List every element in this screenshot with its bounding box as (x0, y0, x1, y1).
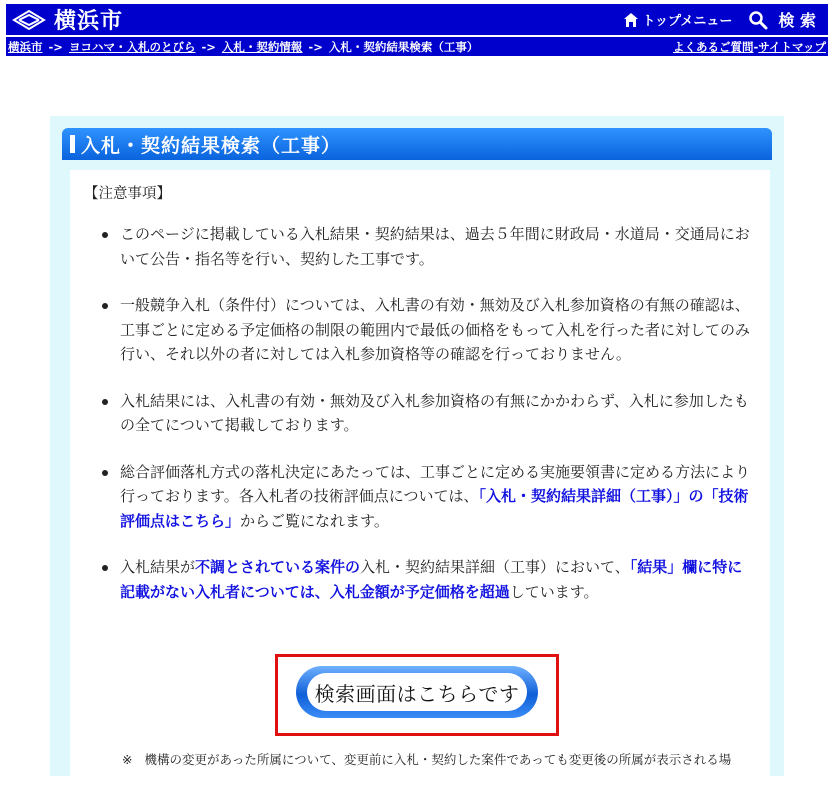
footnote-mark: ※ (122, 752, 133, 767)
top-header-bar (6, 4, 828, 35)
notice-item (70, 222, 760, 271)
breadcrumb-bar (6, 37, 828, 56)
top-menu-link[interactable] (623, 10, 732, 29)
notice-text: このページに掲載している入札結果・契約結果は、過去５年間に財政局・水道局・交通局において公告・指名等を行い、契約した工事です。 (120, 225, 750, 268)
emphasis-text: 「結果」欄に特に記載がない入札者については、入札金額が予定価格を超過 (120, 558, 743, 601)
breadcrumb-separator: -> (308, 39, 323, 54)
breadcrumb-separator: -> (201, 39, 216, 54)
search-icon (748, 10, 768, 30)
site-name: 横浜市 (54, 9, 124, 34)
main-panel (50, 116, 784, 776)
breadcrumb-item-yokohama[interactable]: 横浜市 (8, 39, 43, 54)
title-accent-bar (70, 135, 75, 153)
page-title: 入札・契約結果検索（工事） (81, 134, 342, 157)
search-screen-button[interactable] (296, 666, 538, 718)
notice-item (70, 389, 760, 438)
search-screen-button-label: 検索画面はこちらです (307, 673, 527, 711)
sitemap-link[interactable]: サイトマップ (758, 39, 826, 54)
content-area (70, 170, 770, 790)
notice-text: 入札結果には、入札書の有効・無効及び入札参加資格の有無にかかわらず、入札に参加したもの全てについて掲載しております。 (120, 391, 749, 434)
emphasis-text: 「入札・契約結果詳細（工事）」の「技術評価点はこちら」 (120, 487, 749, 530)
notice-text: 総合評価落札方式の落札決定にあたっては、工事ごとに定める実施要領書に定める方法により行っております。各入札者の技術評価点については、 (120, 462, 751, 505)
link-separator: - (753, 39, 759, 54)
breadcrumb (6, 39, 478, 55)
search-button-frame (275, 654, 559, 736)
site-logo[interactable] (6, 4, 123, 35)
panel-title-bar (62, 128, 772, 160)
faq-link[interactable]: よくあるご質問 (672, 39, 754, 54)
search-label: 検 索 (778, 11, 816, 30)
breadcrumb-item-nyusatsu-tobira[interactable]: ヨコハマ・入札のとびら (68, 39, 196, 54)
notice-text: からご覧になれます。 (240, 511, 389, 530)
home-icon (623, 12, 639, 28)
yokohama-emblem-icon (12, 9, 46, 31)
notice-item (70, 293, 760, 367)
footnote-text: 機構の変更があった所属について、変更前に入札・契約した案件であっても変更後の所属が表示される場 (144, 752, 732, 767)
breadcrumb-item-keiyaku-joho[interactable]: 入札・契約情報 (221, 39, 303, 54)
notice-item (70, 460, 760, 534)
notice-text: 入札結果が (120, 558, 196, 576)
breadcrumb-separator: -> (48, 39, 63, 54)
notice-text: 入札・契約結果詳細（工事）において、 (360, 558, 630, 576)
search-link[interactable] (748, 8, 816, 31)
notice-list (70, 222, 760, 604)
notice-heading: 【注意事項】 (84, 186, 171, 202)
notice-text: 一般競争入札（条件付）については、入札書の有効・無効及び入札参加資格の有無の確認は、工事ごとに定める予定価格の制限の範囲内で最低の価格をもって入札を行った者に対してのみ行い、それ以外の者に対しては入札参加資格等の確認を行っておりません。 (120, 296, 751, 363)
notice-item (70, 555, 760, 604)
notice-text: しています。 (509, 582, 599, 601)
footnote (122, 750, 731, 768)
emphasis-text: 不調とされている案件の (195, 558, 361, 576)
breadcrumb-current: 入札・契約結果検索（工事） (328, 39, 479, 54)
top-menu-label: トップメニュー (642, 14, 733, 29)
